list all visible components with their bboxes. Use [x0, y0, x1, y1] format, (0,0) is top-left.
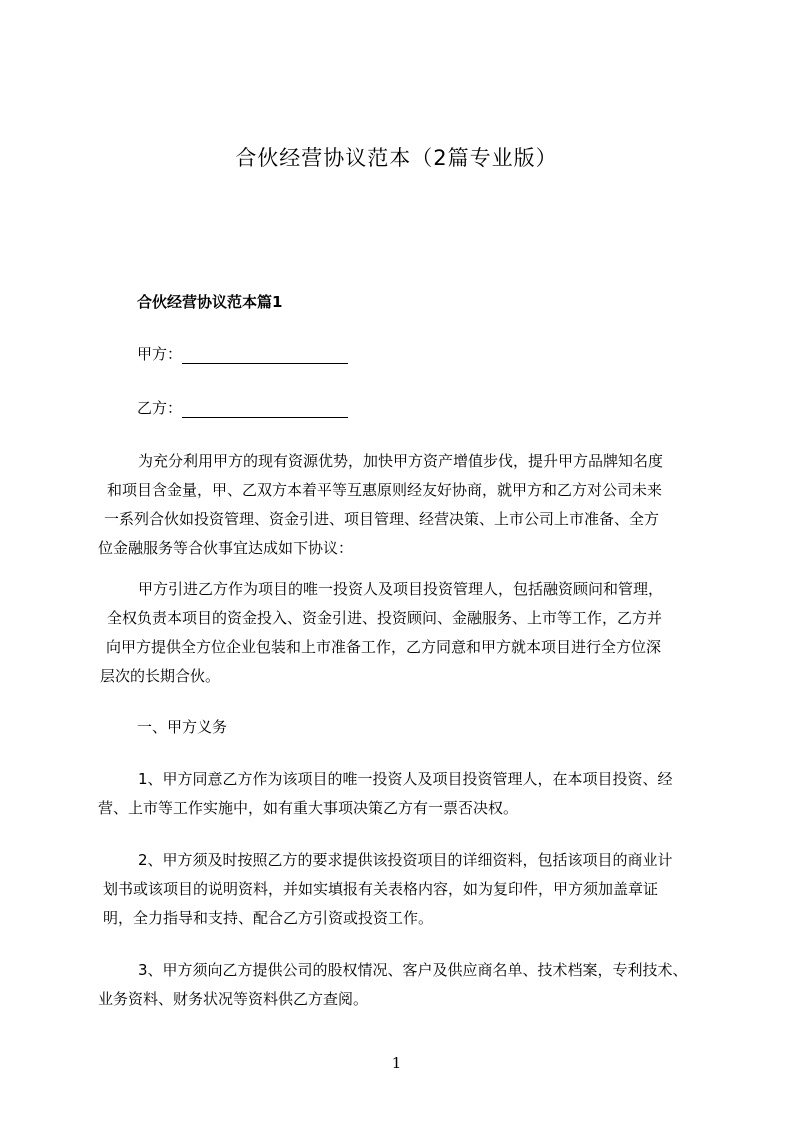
clause-line: 明，全力指导和支持、配合乙方引资或投资工作。	[103, 909, 434, 927]
paragraph-line: 向甲方提供全方位企业包装和上市准备工作，乙方同意和甲方就本项目进行全方位深	[106, 638, 662, 656]
paragraph-line: 位金融服务等合伙事宜达成如下协议：	[98, 539, 354, 557]
section-title: 合伙经营协议范本篇1	[137, 293, 283, 311]
clause-line: 营、上市等工作实施中，如有重大事项决策乙方有一票否决权。	[98, 799, 519, 817]
clause-2	[98, 846, 728, 933]
party-b-line	[137, 398, 348, 418]
intro-paragraph	[98, 447, 728, 563]
clause-3	[98, 956, 728, 1014]
clause-line: 1、甲方同意乙方作为该项目的唯一投资人及项目投资管理人，在本项目投资、经	[138, 770, 673, 788]
clause-line: 3、甲方须向乙方提供公司的股权情况、客户及供应商名单、技术档案，专利技术、	[138, 961, 688, 979]
party-a-blank	[182, 347, 348, 364]
clause-line: 划书或该项目的说明资料，并如实填报有关表格内容，如为复印件，甲方须加盖章证	[103, 880, 659, 898]
party-b-label: 乙方：	[137, 399, 183, 417]
paragraph-line: 和项目含金量，甲、乙双方本着平等互惠原则经友好协商，就甲方和乙方对公司未来	[107, 481, 663, 499]
paragraph-line: 一系列合伙如投资管理、资金引进、项目管理、经营决策、上市公司上市准备、全方	[104, 510, 660, 528]
document-title: 合伙经营协议范本（2篇专业版）	[235, 146, 558, 170]
heading-party-a-obligations: 一、甲方义务	[137, 718, 228, 736]
paragraph-line: 层次的长期合伙。	[100, 667, 221, 685]
paragraph-line: 甲方引进乙方作为项目的唯一投资人及项目投资管理人，包括融资顾问和管理，	[138, 580, 664, 598]
clause-1	[98, 765, 728, 823]
clause-line: 2、甲方须及时按照乙方的要求提供该投资项目的详细资料，包括该项目的商业计	[138, 851, 673, 869]
clause-line: 业务资料、财务状况等资料供乙方查阅。	[98, 990, 369, 1008]
page-number: 1	[391, 1054, 402, 1072]
party-a-line	[137, 344, 348, 364]
party-a-label: 甲方：	[137, 345, 183, 363]
paragraph-line: 全权负责本项目的资金投入、资金引进、投资顾问、金融服务、上市等工作，乙方并	[107, 609, 663, 627]
paragraph-line: 为充分利用甲方的现有资源优势，加快甲方资产增值步伐，提升甲方品牌知名度	[138, 452, 664, 470]
scope-paragraph	[98, 575, 728, 691]
party-b-blank	[182, 401, 348, 418]
